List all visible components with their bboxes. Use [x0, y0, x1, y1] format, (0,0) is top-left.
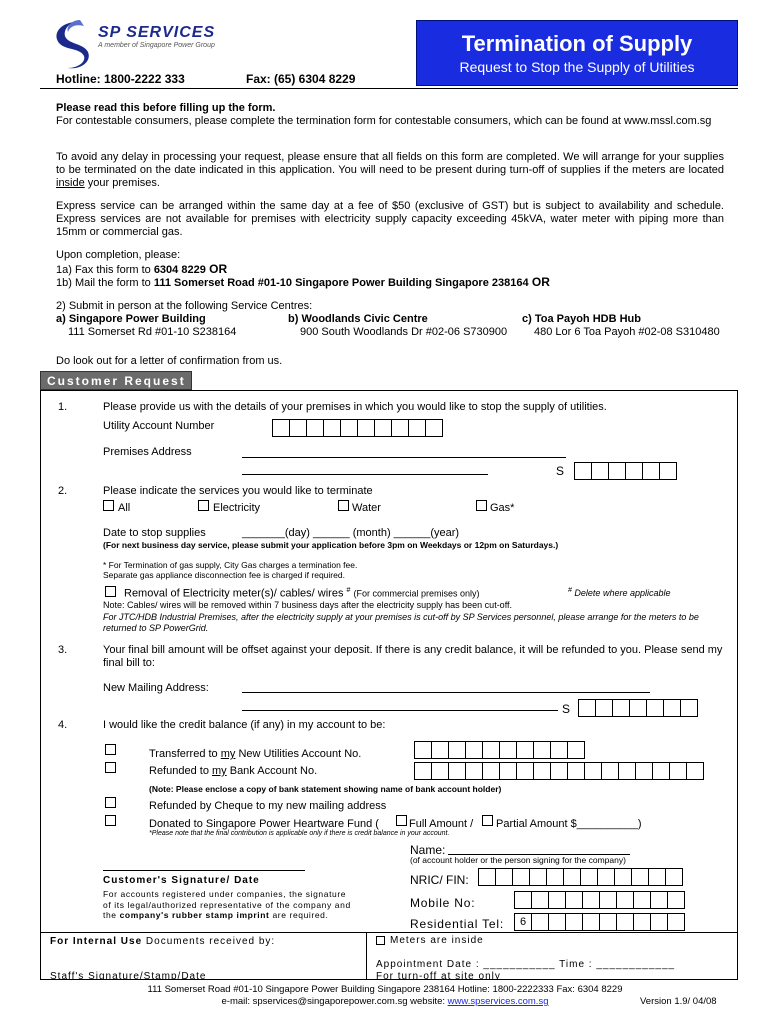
fax-instruction: 1a) Fax this form to 6304 8229 OR	[56, 262, 228, 276]
premises-address-line-1[interactable]	[242, 457, 566, 458]
cables-note: Note: Cables/ wires will be removed within 7 business days after the electricity supply has been cut-off.	[103, 600, 513, 610]
full-amount-checkbox[interactable]	[396, 815, 407, 826]
mailing-postal-boxes[interactable]	[578, 699, 697, 717]
logo-tagline: A member of Singapore Power Group	[98, 42, 215, 49]
mobile-boxes[interactable]	[514, 891, 684, 909]
appointment-fields[interactable]: Appointment Date : ___________ Time : ____________	[376, 959, 676, 970]
bank-account-boxes[interactable]	[414, 762, 703, 780]
cheque-label: Refunded by Cheque to my new mailing address	[149, 800, 387, 812]
header-divider	[40, 88, 738, 89]
customer-request-tab: Customer Request	[40, 371, 192, 390]
cheque-checkbox[interactable]	[105, 797, 116, 808]
signature-title: Customer's Signature/ Date	[103, 875, 260, 886]
date-to-stop-fields[interactable]: _______(day) ______ (month) ______(year)	[242, 527, 460, 539]
premises-address-line-2[interactable]	[242, 474, 488, 475]
submit-in-person: 2) Submit in person at the following Service Centres:	[56, 300, 313, 312]
name-label: Name:	[410, 843, 446, 857]
page-title: Termination of Supply	[461, 31, 693, 56]
service-gas-label: Gas*	[490, 502, 515, 514]
transfer-checkbox[interactable]	[105, 744, 116, 755]
utility-account-boxes[interactable]	[272, 419, 442, 437]
hotline: Hotline: 1800-2222 333	[56, 72, 185, 86]
mailing-s-label: S	[562, 702, 571, 716]
gas-note-1: * For Termination of gas supply, City Gas charges a termination fee.	[103, 560, 358, 570]
title-banner	[416, 20, 738, 86]
gas-note-2: Separate gas appliance disconnection fee is charged if required.	[103, 570, 345, 580]
premises-postal-boxes[interactable]	[574, 462, 676, 480]
partial-amount-label: Partial Amount $__________)	[496, 818, 642, 830]
lookout-note: Do look out for a letter of confirmation from us.	[56, 355, 283, 367]
fax: Fax: (65) 6304 8229	[246, 72, 356, 86]
signature-line[interactable]	[103, 870, 305, 871]
internal-title: For Internal Use Documents received by:	[50, 936, 276, 947]
q1-text: Please provide us with the details of your premises in which you would like to stop the supply of utilities.	[103, 401, 607, 413]
new-account-boxes[interactable]	[414, 741, 584, 759]
page-subtitle: Request to Stop the Supply of Utilities	[459, 59, 695, 75]
delete-note: # Delete where applicable	[568, 587, 671, 598]
service-gas-checkbox[interactable]	[476, 500, 487, 511]
bank-statement-note: (Note: Please enclose a copy of bank statement showing name of bank account holder)	[149, 784, 502, 794]
donate-note: *Please note that the final contribution is applicable only if there is credit balance in your account.	[149, 830, 450, 837]
mail-instruction: 1b) Mail the form to 111 Somerset Road #01-10 Singapore Power Building Singapore 238164 OR	[56, 275, 550, 289]
date-to-stop-label: Date to stop supplies	[103, 527, 206, 539]
q2-number: 2.	[58, 485, 68, 497]
turnoff-note: For turn-off at site only	[376, 971, 501, 980]
website-link[interactable]: www.spservices.com.sg	[447, 996, 549, 1007]
utility-account-label: Utility Account Number	[103, 420, 215, 432]
avoid-delay-note: To avoid any delay in processing your request, please ensure that all fields on this form are completed. We will arrange for your supplies to be terminated on the date indicated in this application. You will need to be present during turn-off of supplies if the meters are located inside your premises.	[56, 151, 724, 189]
removal-label: Removal of Electricity meter(s)/ cables/ wires # (For commercial premises only)	[124, 587, 480, 600]
transfer-label: Transferred to my New Utilities Account No.	[149, 748, 362, 760]
q2-text: Please indicate the services you would like to terminate	[103, 485, 373, 497]
nric-label: NRIC/ FIN:	[410, 873, 469, 887]
upon-completion: Upon completion, please:	[56, 249, 181, 261]
meters-inside-label: Meters are inside	[390, 935, 484, 946]
new-mailing-line-2[interactable]	[242, 710, 558, 711]
centre-b-name: b) Woodlands Civic Centre	[288, 313, 428, 325]
footer-address: 111 Somerset Road #01-10 Singapore Power Building Singapore 238164 Hotline: 1800-2222333 Fax: 6304 8229	[147, 984, 623, 995]
signature-note-2: of its legal/authorized representative of the company and	[103, 900, 351, 910]
refund-bank-checkbox[interactable]	[105, 762, 116, 773]
logo-name: SP SERVICES	[98, 24, 216, 41]
residential-boxes[interactable]	[514, 913, 684, 931]
service-water-checkbox[interactable]	[338, 500, 349, 511]
refund-bank-label: Refunded to my Bank Account No.	[149, 765, 318, 777]
footer-contact: e-mail: spservices@singaporepower.com.sg website: www.spservices.com.sg	[221, 996, 549, 1007]
service-all-checkbox[interactable]	[103, 500, 114, 511]
q3-text: Your final bill amount will be offset against your deposit. If there is any credit balance, it will be refunded to you. Please send my final bill to:	[103, 644, 723, 669]
next-day-note: (For next business day service, please submit your application before 3pm on Weekdays or 12pm on Saturdays.)	[103, 540, 559, 550]
signature-note-1: For accounts registered under companies, the signature	[103, 889, 347, 899]
q4-number: 4.	[58, 719, 68, 731]
full-amount-label: Full Amount /	[409, 818, 474, 830]
donate-checkbox[interactable]	[105, 815, 116, 826]
express-note: Express service can be arranged within the same day at a fee of $50 (exclusive of GST) but is subject to availability and schedule. Express services are not available for premises with electricity supply capacity exceeding 45kVA, water meter with piping more than 15mm or commercial gas.	[56, 200, 724, 238]
centre-b-address: 900 South Woodlands Dr #02-06 S730900	[300, 326, 508, 338]
donate-label: Donated to Singapore Power Heartware Fund (	[149, 818, 379, 830]
service-electricity-checkbox[interactable]	[198, 500, 209, 511]
service-electricity-label: Electricity	[213, 502, 261, 514]
residential-label: Residential Tel:	[410, 917, 504, 931]
nric-boxes[interactable]	[478, 868, 682, 886]
service-water-label: Water	[352, 502, 381, 514]
mobile-label: Mobile No:	[410, 896, 476, 910]
staff-signature-label: Staff's Signature/Stamp/Date	[50, 971, 207, 980]
read-first-heading: Please read this before filling up the form.	[56, 102, 276, 114]
centre-c-name: c) Toa Payoh HDB Hub	[522, 313, 641, 325]
centre-a-name: a) Singapore Power Building	[56, 313, 206, 325]
postal-s-label: S	[556, 464, 565, 478]
q3-number: 3.	[58, 644, 68, 656]
name-note: (of account holder or the person signing for the company)	[410, 855, 626, 865]
q1-number: 1.	[58, 401, 68, 413]
residential-prefix: 6	[514, 913, 532, 931]
partial-amount-checkbox[interactable]	[482, 815, 493, 826]
new-mailing-label: New Mailing Address:	[103, 682, 209, 694]
centre-a-address: 111 Somerset Rd #01-10 S238164	[68, 326, 237, 338]
new-mailing-line-1[interactable]	[242, 692, 650, 693]
premises-address-label: Premises Address	[103, 446, 192, 458]
q4-text: I would like the credit balance (if any) in my account to be:	[103, 719, 386, 731]
meters-inside-checkbox[interactable]	[376, 936, 385, 945]
internal-divider	[366, 932, 367, 980]
contestable-note: For contestable consumers, please complete the termination form for contestable consumers, which can be found at www.mssl.com.sg	[56, 115, 712, 127]
jtc-note: For JTC/HDB Industrial Premises, after the electricity supply at your premises is cut-off by SP Services personnel, please arrange for the meters to be returned to SP PowerGrid.	[103, 612, 699, 633]
centre-c-address: 480 Lor 6 Toa Payoh #02-08 S310480	[534, 326, 720, 338]
removal-checkbox[interactable]	[105, 586, 116, 597]
service-all-label: All	[118, 502, 131, 514]
signature-note-3: the company's rubber stamp imprint are required.	[103, 910, 329, 920]
version-label: Version 1.9/ 04/08	[640, 996, 717, 1007]
